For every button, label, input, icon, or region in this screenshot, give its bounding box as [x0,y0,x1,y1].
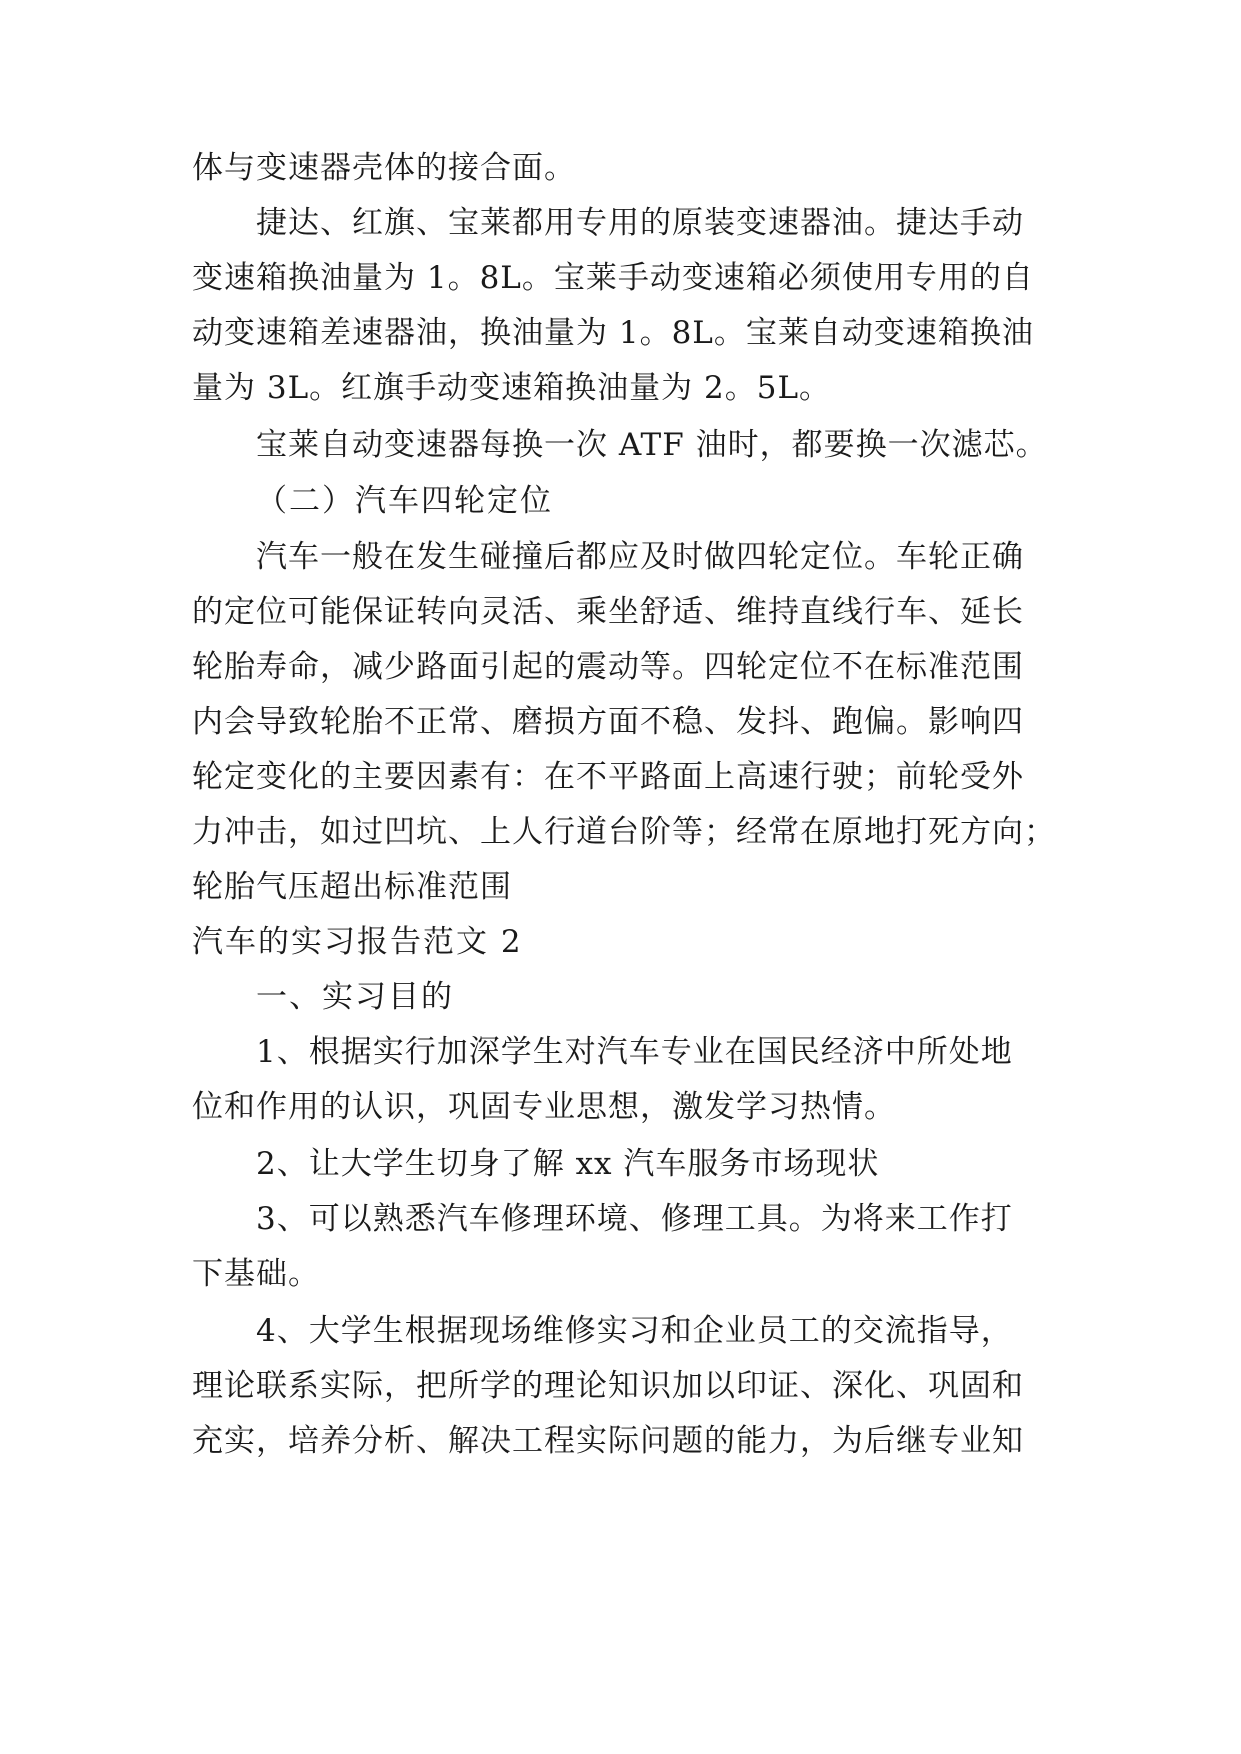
text-line: 内会导致轮胎不正常、磨损方面不稳、发抖、跑偏。影响四 [192,704,1024,740]
text-line: 变速箱换油量为 1。8L。宝莱手动变速箱必须使用专用的自 [192,260,1034,296]
text-line: 轮定变化的主要因素有：在不平路面上高速行驶；前轮受外 [192,759,1024,795]
text-line: 动变速箱差速器油，换油量为 1。8L。宝莱自动变速箱换油 [192,315,1034,351]
report-title: 汽车的实习报告范文 2 [192,924,523,960]
text-line: 轮胎寿命，减少路面引起的震动等。四轮定位不在标准范围 [192,649,1024,685]
text-line: 轮胎气压超出标准范围 [192,869,512,905]
text-line: 量为 3L。红旗手动变速箱换油量为 2。5L。 [192,370,832,406]
text-line: 力冲击，如过凹坑、上人行道台阶等；经常在原地打死方向； [192,814,1056,850]
text-line: 捷达、红旗、宝莱都用专用的原装变速器油。捷达手动 [256,205,1024,241]
section-heading: （二）汽车四轮定位 [256,483,553,519]
text-line: 汽车一般在发生碰撞后都应及时做四轮定位。车轮正确 [256,539,1024,575]
text-line: 充实，培养分析、解决工程实际问题的能力，为后继专业知 [192,1423,1024,1459]
text-line: 3、可以熟悉汽车修理环境、修理工具。为将来工作打 [256,1201,1013,1237]
text-line: 2、让大学生切身了解 xx 汽车服务市场现状 [256,1146,880,1182]
text-line: 的定位可能保证转向灵活、乘坐舒适、维持直线行车、延长 [192,594,1024,630]
text-line: 宝莱自动变速器每换一次 ATF 油时，都要换一次滤芯。 [256,427,1048,463]
text-line: 下基础。 [192,1256,320,1292]
text-line: 理论联系实际，把所学的理论知识加以印证、深化、巩固和 [192,1368,1024,1404]
text-line: 体与变速器壳体的接合面。 [192,150,576,186]
text-line: 1、根据实行加深学生对汽车专业在国民经济中所处地 [256,1034,1013,1070]
section-heading: 一、实习目的 [256,979,454,1015]
text-line: 4、大学生根据现场维修实习和企业员工的交流指导， [256,1313,1013,1349]
text-line: 位和作用的认识，巩固专业思想，激发学习热情。 [192,1089,896,1125]
